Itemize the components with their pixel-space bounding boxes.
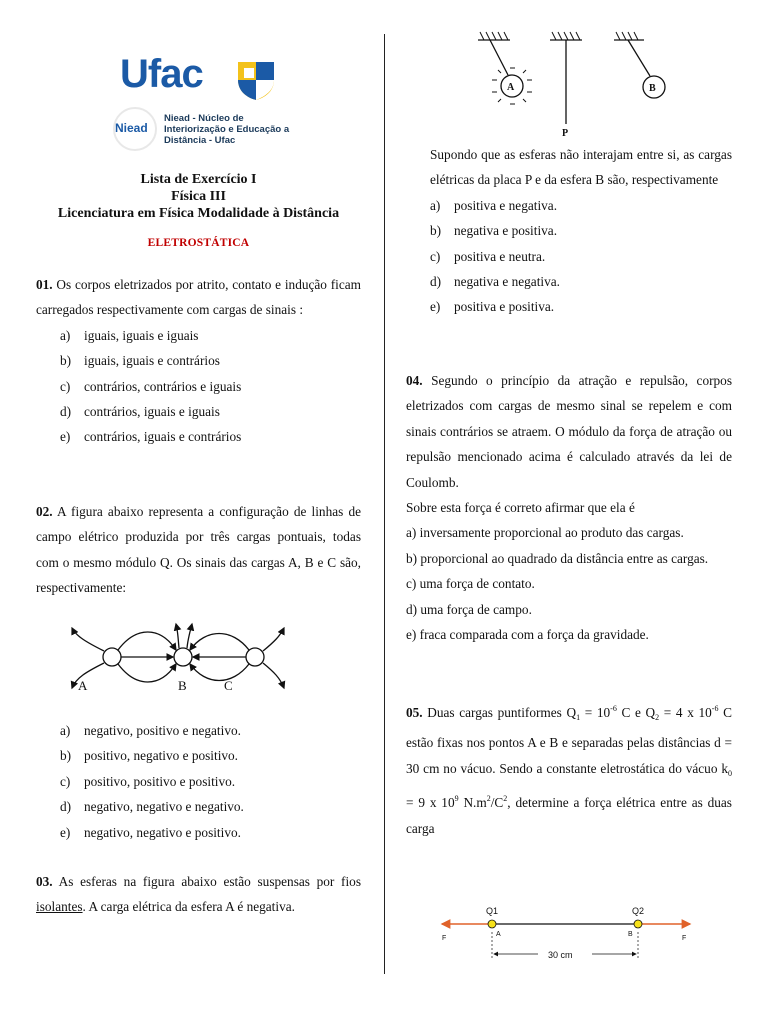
field-lines-figure	[36, 620, 286, 696]
point-charges-figure	[436, 902, 706, 964]
list-title: Lista de Exercício I	[140, 172, 257, 187]
option-b: b) proporcional ao quadrado da distância entre as cargas.	[406, 550, 709, 566]
option-b: b) negativa e positiva.	[430, 223, 558, 239]
option-b: b) positivo, negativo e positivo.	[60, 748, 239, 764]
question-number: 04.	[406, 373, 423, 388]
question-03-continuation	[406, 142, 732, 320]
question-text: Segundo o princípio da atração e repulsão, corpos eletrizados com cargas de mesmo sinal se repelem e com sinais contrários se atraem. O módulo da força de atração ou repulsão mencionado acima é calculado através da lei de Coulomb.	[406, 373, 732, 490]
plate-label-p: P	[562, 128, 569, 138]
option-a: a) negativo, positivo e negativo.	[60, 723, 241, 738]
sphere-label-a: A	[507, 82, 515, 93]
question-04	[406, 368, 732, 647]
option-e: e) fraca comparada com a força da gravidade.	[406, 627, 649, 643]
ufac-logo-text: Ufac	[120, 52, 203, 96]
option-a: a) positiva e negativa.	[430, 197, 558, 213]
niead-logo	[112, 106, 302, 152]
option-e: e) positiva e positiva.	[430, 299, 555, 315]
program-title: Licenciatura em Física Modalidade à Distância	[57, 206, 340, 221]
question-01	[36, 272, 361, 450]
niead-line-3: Distância - Ufac	[164, 135, 236, 146]
option-d: d) uma força de campo.	[406, 601, 532, 617]
option-d: d) contrários, iguais e iguais	[60, 404, 220, 420]
option-a: a) inversamente proporcional ao produto das cargas.	[406, 525, 684, 541]
question-number: 03.	[36, 874, 53, 889]
option-c: c) uma força de contato.	[406, 576, 535, 592]
section-title: ELETROSTÁTICA	[147, 237, 250, 249]
suspended-spheres-figure	[468, 30, 668, 138]
option-e: e) contrários, iguais e contrários	[60, 429, 242, 445]
question-03	[36, 869, 361, 920]
q2-label: Q2	[632, 906, 645, 916]
option-c: c) positivo, positivo e positivo.	[60, 773, 236, 789]
question-text: Os corpos eletrizados por atrito, contato e indução ficam carregados respectivamente com cargas de sinais :	[36, 277, 362, 318]
force-right-label: F	[682, 935, 687, 942]
question-prompt: Sobre esta força é correto afirmar que ela é	[406, 500, 635, 516]
sphere-label-b: B	[649, 83, 656, 94]
course-title: Física III	[171, 189, 226, 204]
option-a: a) iguais, iguais e iguais	[60, 327, 199, 343]
question-number: 01.	[36, 277, 53, 292]
charge-label-c: C	[224, 678, 233, 693]
underlined-word: isolantes	[36, 899, 83, 915]
question-text-end: . A carga elétrica da esfera A é negativa.	[82, 899, 295, 915]
charge-label-a: A	[78, 678, 88, 693]
option-c: c) contrários, contrários e iguais	[60, 378, 242, 394]
niead-line-2: Interiorização e Educação a	[164, 124, 290, 135]
question-text: A figura abaixo representa a configuração de linhas de campo elétrico produzida por três cargas pontuais, todas com o mesmo módulo Q. Os sinais das cargas A, B e C são, respectivamente:	[36, 504, 361, 596]
option-c: c) positiva e neutra.	[430, 248, 546, 264]
option-b: b) iguais, iguais e contrários	[60, 353, 220, 369]
question-02	[36, 499, 361, 601]
option-d: d) negativo, negativo e negativo.	[60, 799, 244, 815]
question-05: 05. Duas cargas puntiformes $Q_1 = 10^{-6}$ C e $Q_2 = 4$ x $10^{-6}$ C estão fixas nos pontos A e B e separadas pelas distâncias d = 30 cm no vácuo. Sendo a constante eletrostática do vácuo $k_0 = 9$ x $10^9$ $N.m^2/C^2$, determine a força elétrica entre as duas carga	[406, 704, 732, 836]
distance-label: 30 cm	[548, 950, 573, 960]
option-d: d) negativa e negativa.	[430, 274, 560, 290]
point-b-label: B	[628, 931, 633, 938]
question-02-options	[36, 718, 385, 845]
charge-label-b: B	[178, 678, 187, 693]
ufac-shield-icon	[234, 58, 278, 102]
niead-abbr: Niead	[115, 121, 148, 135]
question-text: Supondo que as esferas não interajam entre si, as cargas elétricas da placa P e da esfera B são, respectivamente	[430, 147, 732, 188]
force-left-label: F	[442, 935, 447, 942]
point-a-label: A	[496, 931, 501, 938]
niead-line-1: Niead - Núcleo de	[164, 113, 244, 124]
question-text: As esferas na figura abaixo estão suspensas por fios	[58, 874, 362, 889]
q1-label: Q1	[486, 906, 499, 916]
ufac-logo	[120, 52, 280, 104]
question-number: 02.	[36, 504, 53, 519]
option-e: e) negativo, negativo e positivo.	[60, 824, 241, 840]
question-number: 05.	[406, 705, 423, 720]
